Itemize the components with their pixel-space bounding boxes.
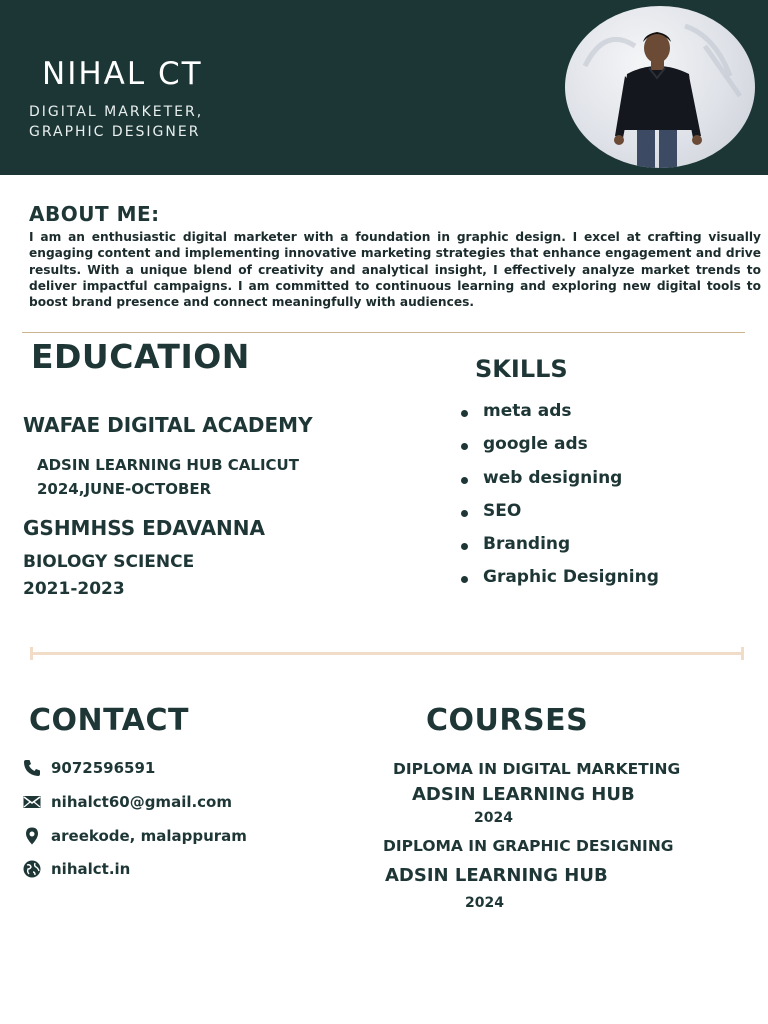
skill-item (458, 567, 659, 600)
education-institution-1: WAFAE DIGITAL ACADEMY (23, 413, 313, 437)
course-provider-1: ADSIN LEARNING HUB (412, 784, 635, 805)
location-text: areekode, malappuram (51, 827, 247, 845)
education-detail-1: ADSIN LEARNING HUB CALICUT (37, 456, 299, 474)
bullet-icon (461, 410, 468, 417)
skills-list (458, 401, 659, 601)
skill-label: meta ads (483, 401, 572, 421)
job-title-line-1: DIGITAL MARKETER, (29, 104, 204, 120)
education-heading: EDUCATION (31, 337, 250, 376)
about-paragraph: I am an enthusiastic digital marketer with a foundation in graphic design. I excel at crafting visually engaging content and implementing innovative marketing strategies that enhance engagement and drive results. With a unique blend of creativity and analytical insight, I effectively analyze market trends to deliver impactful campaigns. I am committed to continuous learning and exploring new digital tools to boost brand presence and connect meaningfully with audiences. (29, 230, 761, 310)
job-title (29, 102, 203, 142)
course-name-1: DIPLOMA IN DIGITAL MARKETING (393, 760, 681, 778)
skill-item (458, 534, 659, 567)
phone-icon (22, 758, 42, 778)
job-title-line-2: GRAPHIC DESIGNER (29, 124, 201, 140)
courses-heading: COURSES (426, 703, 589, 738)
skill-label: SEO (483, 500, 522, 521)
skills-heading: SKILLS (475, 355, 568, 383)
education-dates-1: 2024,JUNE-OCTOBER (37, 480, 212, 498)
education-institution-2: GSHMHSS EDAVANNA (23, 516, 266, 540)
about-divider (22, 332, 745, 333)
skill-item (458, 501, 659, 534)
location-pin-icon (22, 826, 42, 846)
phone-number: 9072596591 (51, 759, 156, 777)
skill-label: google ads (483, 434, 588, 455)
contact-email[interactable] (22, 790, 232, 814)
bullet-icon (461, 477, 468, 484)
mail-icon (22, 792, 42, 812)
profile-photo-illustration (565, 6, 755, 168)
skill-item (458, 401, 659, 434)
course-name-2: DIPLOMA IN GRAPHIC DESIGNING (383, 837, 674, 855)
person-name: NIHAL CT (42, 56, 203, 92)
skill-label: Branding (483, 534, 571, 555)
skill-label: Graphic Designing (483, 567, 659, 588)
bullet-icon (461, 543, 468, 550)
contact-website[interactable] (22, 857, 130, 881)
bullet-icon (461, 443, 468, 450)
email-address: nihalct60@gmail.com (51, 793, 232, 811)
section-divider (30, 652, 744, 655)
bullet-icon (461, 576, 468, 583)
education-dates-2: 2021-2023 (23, 579, 125, 599)
skill-label: web designing (483, 467, 623, 488)
website-link[interactable]: nihalct.in (51, 860, 131, 878)
course-year-1: 2024 (474, 810, 513, 826)
education-detail-2: BIOLOGY SCIENCE (23, 552, 195, 572)
course-year-2: 2024 (465, 895, 504, 911)
about-heading: ABOUT ME: (29, 202, 160, 226)
profile-photo (565, 6, 755, 168)
skill-item (458, 468, 659, 501)
globe-icon (22, 859, 42, 879)
contact-heading: CONTACT (29, 703, 189, 738)
bullet-icon (461, 510, 468, 517)
course-provider-2: ADSIN LEARNING HUB (385, 865, 608, 886)
skill-item (458, 434, 659, 467)
contact-location (22, 824, 247, 848)
contact-phone[interactable] (22, 756, 155, 780)
header-banner (0, 0, 768, 175)
